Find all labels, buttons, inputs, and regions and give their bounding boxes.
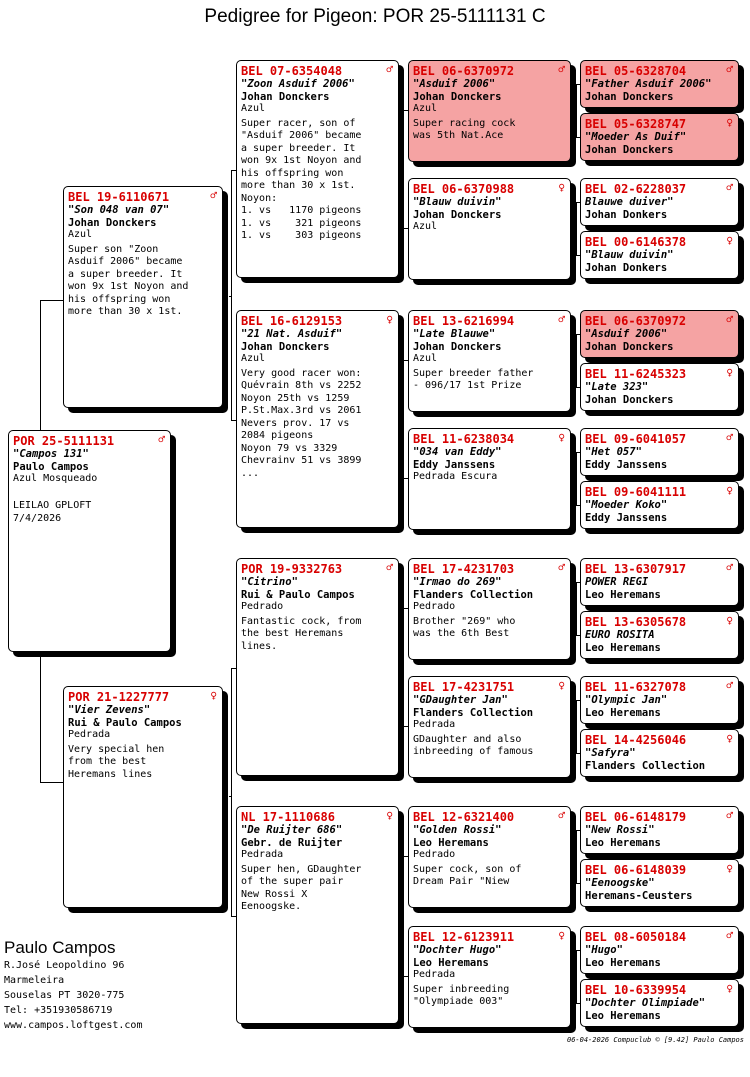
pigeon-nickname: "Citrino" (241, 576, 298, 588)
pigeon-color: Pedrada Escura (413, 471, 498, 482)
pigeon-remarks: Super son "Zoon Asduif 2006" became a super breeder. It won 9x 1st Noyon and his offspring won more than 30 x 1st. (68, 243, 189, 317)
pigeon-nickname: "Safyra" (585, 747, 636, 759)
owner-postal: Souselas PT 3020-775 (4, 990, 125, 1001)
male-sex-icon: ♂ (726, 679, 733, 692)
ring-number: BEL 09-6041057 (585, 432, 687, 446)
pigeon-remarks: Super hen, GDaughter of the super pair New Rossi X Eenoogske. (241, 863, 362, 912)
pigeon-nickname: "Vier Zevens" (68, 704, 151, 716)
breeder-name: Leo Heremans (585, 588, 661, 601)
pigeon-card[interactable] (408, 926, 571, 1028)
pigeon-card[interactable] (580, 60, 739, 108)
male-sex-icon: ♂ (558, 561, 565, 574)
male-sex-icon: ♂ (386, 63, 393, 76)
breeder-name: Leo Heremans (413, 836, 489, 849)
pigeon-card[interactable] (580, 676, 739, 724)
ring-number: BEL 13-6216994 (413, 314, 515, 328)
pigeon-card[interactable] (580, 481, 739, 529)
ring-number: POR 21-1227777 (68, 690, 170, 704)
breeder-name: Johan Donckers (241, 90, 330, 103)
breeder-name: Leo Heremans (585, 836, 661, 849)
pigeon-nickname: "Eenoogske" (585, 877, 655, 889)
breeder-name: Eddy Janssens (413, 458, 496, 471)
pigeon-card[interactable] (63, 186, 223, 408)
ring-number: BEL 06-6370972 (413, 64, 515, 78)
connector-line (229, 296, 231, 297)
connector-line (403, 110, 404, 228)
breeder-name: Paulo Campos (13, 460, 89, 473)
pigeon-card[interactable] (580, 428, 739, 476)
breeder-name: Flanders Collection (413, 588, 534, 601)
breeder-name: Johan Donckers (413, 90, 502, 103)
ring-number: BEL 17-4231703 (413, 562, 515, 576)
pigeon-nickname: "Irmao do 269" (413, 576, 502, 588)
connector-line (40, 652, 41, 782)
ring-number: BEL 08-6050184 (585, 930, 687, 944)
pigeon-nickname: "Campos 131" (13, 448, 89, 460)
female-sex-icon: ♀ (558, 181, 565, 194)
pigeon-card[interactable] (580, 231, 739, 279)
pigeon-color: Pedrado (241, 601, 284, 612)
page-title: Pedigree for Pigeon: POR 25-5111131 C (204, 6, 546, 27)
breeder-name: Johan Donckers (585, 90, 674, 103)
breeder-name: Gebr. de Ruijter (241, 836, 343, 849)
pigeon-card[interactable] (580, 611, 739, 659)
pigeon-card[interactable] (580, 979, 739, 1027)
connector-line (231, 170, 232, 420)
owner-name: Paulo Campos (4, 938, 116, 957)
male-sex-icon: ♂ (386, 561, 393, 574)
ring-number: BEL 16-6129153 (241, 314, 343, 328)
pigeon-card[interactable] (408, 428, 571, 530)
pigeon-card[interactable] (408, 806, 571, 908)
male-sex-icon: ♂ (558, 313, 565, 326)
pigeon-nickname: "21 Nat. Asduif" (241, 328, 343, 340)
pigeon-card[interactable] (236, 806, 399, 1024)
pigeon-color: Pedrado (413, 601, 456, 612)
pigeon-remarks: Super inbreeding "Olympiade 003" (413, 983, 510, 1007)
ring-number: BEL 06-6148179 (585, 810, 687, 824)
pigeon-remarks: Super cock, son of Dream Pair "Niew (413, 863, 522, 887)
pigeon-card[interactable] (408, 558, 571, 660)
pigeon-card[interactable] (408, 178, 571, 280)
pigeon-nickname: "De Ruijter 686" (241, 824, 343, 836)
breeder-name: Leo Heremans (585, 641, 661, 654)
female-sex-icon: ♀ (386, 313, 393, 326)
breeder-name: Eddy Janssens (585, 511, 668, 524)
connector-line (576, 202, 577, 255)
ring-number: BEL 02-6228037 (585, 182, 687, 196)
connector-line (576, 700, 577, 753)
female-sex-icon: ♀ (726, 234, 733, 247)
pigeon-nickname: "New Rossi" (585, 824, 655, 836)
owner-block (4, 938, 142, 1033)
connector-line (40, 782, 63, 783)
female-sex-icon: ♀ (726, 732, 733, 745)
ring-number: BEL 06-6148039 (585, 863, 687, 877)
pigeon-nickname: "034 van Eddy" (413, 446, 502, 458)
female-sex-icon: ♀ (726, 484, 733, 497)
pigeon-remarks: LEILAO GPLOFT 7/4/2026 (13, 500, 92, 524)
connector-line (576, 582, 577, 635)
pigeon-card[interactable] (580, 178, 739, 226)
connector-line (576, 452, 577, 505)
pigeon-remarks: Very good racer won: Quévrain 8th vs 2252 Noyon 25th vs 1259 P.St.Max.3rd vs 2061 Nevers prov. 17 vs 2084 pigeons Noyon 79 vs 3329 Chevrainv 51 vs 3899 ... (241, 367, 362, 479)
pigeon-remarks: Super breeder father - 096/17 1st Prize (413, 367, 534, 391)
pigeon-nickname: "Late 323" (585, 381, 649, 393)
pigeon-card[interactable] (580, 926, 739, 974)
pigeon-remarks: Fantastic cock, from the best Heremans lines. (241, 615, 362, 652)
ring-number: BEL 11-6245323 (585, 367, 687, 381)
male-sex-icon: ♂ (726, 929, 733, 942)
ring-number: POR 19-9332763 (241, 562, 343, 576)
pigeon-card[interactable] (580, 113, 739, 161)
breeder-name: Leo Heremans (585, 706, 661, 719)
pigeon-nickname: "Dochter Olimpiade" (585, 997, 706, 1009)
pigeon-nickname: "Father Asduif 2006" (585, 78, 712, 90)
owner-address: R.José Leopoldino 96 (4, 960, 125, 971)
ring-number: NL 17-1110686 (241, 810, 335, 824)
female-sex-icon: ♀ (558, 929, 565, 942)
pigeon-nickname: "Asduif 2006" (413, 78, 496, 90)
pigeon-card[interactable] (580, 363, 739, 411)
connector-line (403, 608, 404, 726)
pigeon-nickname: "Blauw duivin" (413, 196, 502, 208)
pigeon-color: Azul (68, 229, 93, 240)
pigeon-nickname: "Hugo" (585, 944, 623, 956)
pigeon-card[interactable] (580, 310, 739, 358)
pigeon-card[interactable] (580, 558, 739, 606)
connector-line (576, 830, 577, 883)
connector-line (229, 796, 231, 797)
ring-number: BEL 05-6328747 (585, 117, 687, 131)
ring-number: BEL 09-6041111 (585, 485, 687, 499)
ring-number: BEL 07-6354048 (241, 64, 343, 78)
breeder-name: Eddy Janssens (585, 458, 668, 471)
pigeon-nickname: "Moeder As Duif" (585, 131, 687, 143)
breeder-name: Johan Donckers (413, 340, 502, 353)
pigeon-card[interactable] (408, 676, 571, 778)
pigeon-card[interactable] (236, 60, 399, 278)
ring-number: BEL 19-6110671 (68, 190, 170, 204)
connector-line (403, 856, 404, 976)
male-sex-icon: ♂ (558, 809, 565, 822)
ring-number: BEL 13-6307917 (585, 562, 687, 576)
female-sex-icon: ♀ (558, 679, 565, 692)
pigeon-color: Pedrada (413, 719, 456, 730)
ring-number: BEL 13-6305678 (585, 615, 687, 629)
footer-stamp: 06-04-2026 Compuclub © [9.42] Paulo Campos (566, 1036, 744, 1044)
ring-number: BEL 11-6327078 (585, 680, 687, 694)
pigeon-card[interactable] (580, 806, 739, 854)
pigeon-nickname: "GDaughter Jan" (413, 694, 508, 706)
pigeon-nickname: "Moeder Koko" (585, 499, 668, 511)
ring-number: BEL 05-6328704 (585, 64, 687, 78)
pigeon-card[interactable] (580, 729, 739, 777)
female-sex-icon: ♀ (726, 116, 733, 129)
pigeon-nickname: "Dochter Hugo" (413, 944, 502, 956)
male-sex-icon: ♂ (726, 63, 733, 76)
breeder-name: Flanders Collection (413, 706, 534, 719)
breeder-name: Johan Donckers (241, 340, 330, 353)
breeder-name: Johan Donckers (585, 340, 674, 353)
breeder-name: Flanders Collection (585, 759, 706, 772)
breeder-name: Leo Heremans (413, 956, 489, 969)
female-sex-icon: ♀ (726, 862, 733, 875)
pigeon-color: Pedrada (413, 969, 456, 980)
ring-number: BEL 00-6146378 (585, 235, 687, 249)
connector-line (576, 334, 577, 387)
pigeon-card[interactable] (580, 859, 739, 907)
male-sex-icon: ♂ (726, 313, 733, 326)
breeder-name: Johan Donkers (585, 261, 668, 274)
male-sex-icon: ♂ (210, 189, 217, 202)
pigeon-remarks: Super racer, son of "Asduif 2006" became a super breeder. It won 9x 1st Noyon and his offspring won more than 30 x 1st. Noyon: 1. vs 1170 pigeons 1. vs 321 pigeons 1. vs 303 pigeons (241, 117, 362, 241)
female-sex-icon: ♀ (726, 982, 733, 995)
connector-line (231, 668, 232, 916)
ring-number: BEL 12-6321400 (413, 810, 515, 824)
pigeon-nickname: EURO ROSITA (585, 629, 655, 641)
breeder-name: Leo Heremans (585, 1009, 661, 1022)
pigeon-remarks: GDaughter and also inbreeding of famous (413, 733, 534, 757)
female-sex-icon: ♀ (726, 366, 733, 379)
pigeon-card[interactable] (63, 686, 223, 908)
male-sex-icon: ♂ (726, 809, 733, 822)
ring-number: BEL 12-6123911 (413, 930, 515, 944)
ring-number: BEL 17-4231751 (413, 680, 515, 694)
pigeon-nickname: "Golden Rossi" (413, 824, 502, 836)
breeder-name: Heremans-Ceusters (585, 889, 693, 902)
connector-line (576, 950, 577, 1003)
female-sex-icon: ♀ (210, 689, 217, 702)
pigeon-nickname: "Late Blauwe" (413, 328, 496, 340)
pigeon-card[interactable] (408, 60, 571, 162)
pigeon-color: Pedrado (413, 849, 456, 860)
breeder-name: Rui & Paulo Campos (68, 716, 182, 729)
pigeon-nickname: Blauwe duiver" (585, 196, 674, 208)
pigeon-remarks: Super racing cock was 5th Nat.Ace (413, 117, 516, 141)
connector-line (40, 300, 41, 430)
connector-line (403, 360, 404, 478)
pigeon-nickname: "Asduif 2006" (585, 328, 668, 340)
pigeon-color: Azul (413, 353, 438, 364)
breeder-name: Johan Donckers (413, 208, 502, 221)
pigeon-nickname: "Blauw duivin" (585, 249, 674, 261)
connector-line (40, 300, 63, 301)
pigeon-color: Azul (241, 103, 266, 114)
owner-website[interactable]: www.campos.loftgest.com (4, 1020, 143, 1031)
pigeon-nickname: "Zoon Asduif 2006" (241, 78, 355, 90)
ring-number: BEL 06-6370972 (585, 314, 687, 328)
pigeon-color: Pedrada (241, 849, 284, 860)
ring-number: POR 25-5111131 (13, 434, 115, 448)
pigeon-card[interactable] (236, 558, 399, 776)
female-sex-icon: ♀ (726, 614, 733, 627)
owner-city: Marmeleira (4, 975, 65, 986)
breeder-name: Johan Donckers (585, 393, 674, 406)
ring-number: BEL 10-6339954 (585, 983, 687, 997)
male-sex-icon: ♂ (158, 433, 165, 446)
breeder-name: Johan Donckers (585, 143, 674, 156)
ring-number: BEL 14-4256046 (585, 733, 687, 747)
pigeon-remarks: Brother "269" who was the 6th Best (413, 615, 516, 639)
breeder-name: Leo Heremans (585, 956, 661, 969)
pigeon-color: Azul (413, 221, 438, 232)
pigeon-color: Azul (413, 103, 438, 114)
pigeon-nickname: POWER REGI (585, 576, 649, 588)
pigeon-color: Azul (241, 353, 266, 364)
pigeon-nickname: "Son 048 van 07" (68, 204, 170, 216)
breeder-name: Johan Donckers (68, 216, 157, 229)
pigeon-remarks: Very special hen from the best Heremans lines (68, 743, 165, 780)
breeder-name: Rui & Paulo Campos (241, 588, 355, 601)
pigeon-nickname: "Olympic Jan" (585, 694, 668, 706)
connector-line (576, 84, 577, 137)
pigeon-color: Pedrada (68, 729, 111, 740)
female-sex-icon: ♀ (386, 809, 393, 822)
pigeon-card[interactable] (236, 310, 399, 528)
owner-phone: Tel: +351930586719 (4, 1005, 113, 1016)
pigeon-card[interactable] (408, 310, 571, 412)
ring-number: BEL 06-6370988 (413, 182, 515, 196)
pigeon-nickname: "Het 057" (585, 446, 642, 458)
male-sex-icon: ♂ (726, 561, 733, 574)
pigeon-card[interactable] (8, 430, 171, 652)
male-sex-icon: ♂ (726, 181, 733, 194)
female-sex-icon: ♀ (558, 431, 565, 444)
ring-number: BEL 11-6238034 (413, 432, 515, 446)
male-sex-icon: ♂ (726, 431, 733, 444)
male-sex-icon: ♂ (558, 63, 565, 76)
breeder-name: Johan Donkers (585, 208, 668, 221)
pigeon-color: Azul Mosqueado (13, 473, 98, 484)
